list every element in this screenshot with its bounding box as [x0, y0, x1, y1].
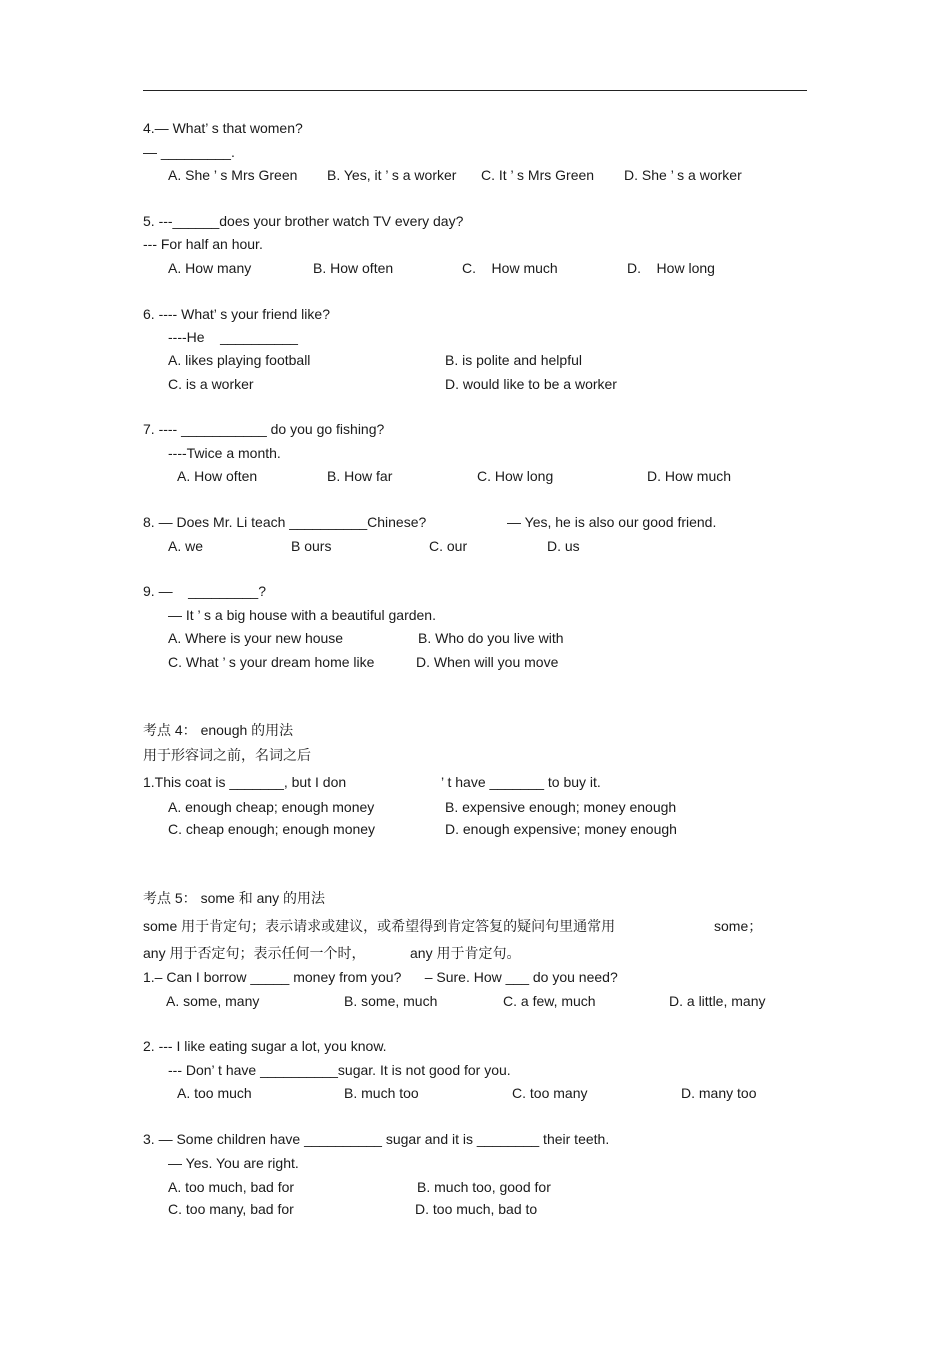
- q5-option-c: C. How much: [462, 260, 558, 276]
- q8-answer: — Yes, he is also our good friend.: [507, 514, 717, 530]
- q4-question: 4.— What’ s that women?: [143, 120, 303, 136]
- section5-q3-option-a: A. too much, bad for: [168, 1179, 295, 1195]
- section5-q2-option-c: C. too many: [512, 1085, 588, 1101]
- q8-option-a: A. we: [168, 538, 204, 554]
- section5-q3-option-c: C. too many, bad for: [168, 1201, 294, 1217]
- q8-option-b: B ours: [291, 538, 332, 554]
- q9-option-b: B. Who do you live with: [418, 630, 564, 646]
- section4-option-d: D. enough expensive; money enough: [445, 821, 677, 837]
- q6-option-a: A. likes playing football: [168, 352, 311, 368]
- q8-option-c: C. our: [429, 538, 468, 554]
- section5-q3-option-d: D. too much, bad to: [415, 1201, 538, 1217]
- q4-option-b: B. Yes, it ’ s a worker: [327, 167, 457, 183]
- q9-option-c: C. What ’ s your dream home like: [168, 654, 375, 670]
- section5-q1-option-d: D. a little, many: [669, 993, 766, 1009]
- section4-option-a: A. enough cheap; enough money: [168, 799, 375, 815]
- q4-option-c: C. It ’ s Mrs Green: [481, 167, 595, 183]
- section5-rule2: any 用于否定句；表示任何一个时，: [143, 945, 366, 961]
- q5-question: 5. ---______does your brother watch TV every day?: [143, 213, 464, 229]
- section4-q1-part1: 1.This coat is _______, but I don: [143, 774, 347, 790]
- section5-q3-question: 3. — Some children have __________ sugar and it is ________ their teeth.: [143, 1131, 610, 1147]
- section5-q2-option-a: A. too much: [177, 1085, 252, 1101]
- q7-question: 7. ---- ___________ do you go fishing?: [143, 421, 385, 437]
- q4-option-d: D. She ’ s a worker: [624, 167, 742, 183]
- section5-heading: 考点 5： some 和 any 的用法: [143, 890, 326, 906]
- q4-option-a: A. She ’ s Mrs Green: [168, 167, 298, 183]
- q6-option-d: D. would like to be a worker: [445, 376, 617, 392]
- section5-q1-option-b: B. some, much: [344, 993, 438, 1009]
- section5-rule2-end: any 用于肯定句。: [410, 945, 521, 961]
- q9-option-a: A. Where is your new house: [168, 630, 344, 646]
- section5-q2-option-b: B. much too: [344, 1085, 419, 1101]
- q5-option-b: B. How often: [313, 260, 394, 276]
- q8-option-d: D. us: [547, 538, 580, 554]
- section5-rule1-end: some；: [714, 918, 763, 934]
- q5-answer: --- For half an hour.: [143, 236, 263, 252]
- q8-question: 8. — Does Mr. Li teach __________Chinese?: [143, 514, 427, 530]
- section4-rule: 用于形容词之前，名词之后: [143, 747, 311, 763]
- section5-q1-option-a: A. some, many: [166, 993, 260, 1009]
- q7-option-c: C. How long: [477, 468, 554, 484]
- section4-q1-part2: ’ t have _______ to buy it.: [441, 774, 601, 790]
- header-rule: [143, 90, 807, 91]
- section5-q1-question: 1.– Can I borrow _____ money from you? – Sure. How ___ do you need?: [143, 969, 618, 985]
- section5-q3-option-b: B. much too, good for: [417, 1179, 551, 1195]
- q9-answer: — It ’ s a big house with a beautiful garden.: [168, 607, 436, 623]
- section5-rule1: some 用于肯定句；表示请求或建议，或希望得到肯定答复的疑问句里通常用: [143, 918, 616, 934]
- q7-option-a: A. How often: [177, 468, 258, 484]
- section5-q2-answer: --- Don’ t have __________sugar. It is not good for you.: [168, 1062, 511, 1078]
- q6-option-c: C. is a worker: [168, 376, 254, 392]
- q9-question: 9. — _________?: [143, 583, 266, 599]
- section5-q3-answer: — Yes. You are right.: [168, 1155, 299, 1171]
- q7-answer: ----Twice a month.: [168, 445, 281, 461]
- q6-question: 6. ---- What’ s your friend like?: [143, 306, 330, 322]
- section4-option-c: C. cheap enough; enough money: [168, 821, 376, 837]
- section5-q2-question: 2. --- I like eating sugar a lot, you know.: [143, 1038, 387, 1054]
- q6-option-b: B. is polite and helpful: [445, 352, 582, 368]
- q4-blank: — _________.: [143, 144, 235, 160]
- q7-option-b: B. How far: [327, 468, 393, 484]
- section5-q1-option-c: C. a few, much: [503, 993, 596, 1009]
- q5-option-a: A. How many: [168, 260, 252, 276]
- q6-blank: ----He __________: [168, 329, 298, 345]
- q7-option-d: D. How much: [647, 468, 732, 484]
- section4-option-b: B. expensive enough; money enough: [445, 799, 677, 815]
- q9-option-d: D. When will you move: [416, 654, 559, 670]
- section5-q2-option-d: D. many too: [681, 1085, 757, 1101]
- section4-heading: 考点 4： enough 的用法: [143, 722, 294, 738]
- q5-option-d: D. How long: [627, 260, 715, 276]
